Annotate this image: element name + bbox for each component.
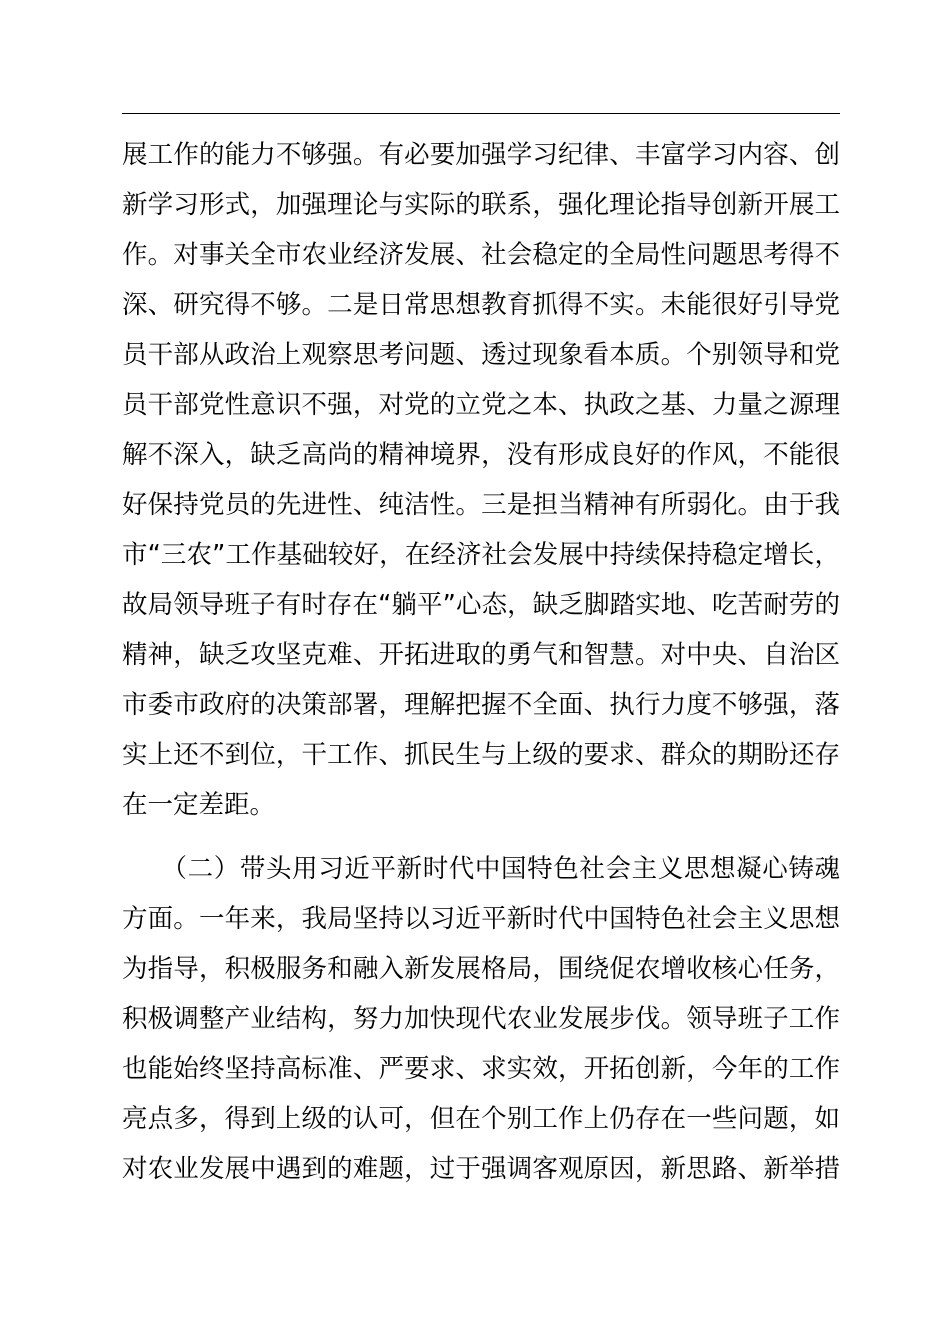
paragraph-line: 展工作的能力不够强。有必要加强学习纪律、丰富学习内容、创 <box>122 140 840 170</box>
paragraph-line: 作。对事关全市农业经济发展、社会稳定的全局性问题思考得不 <box>122 240 840 270</box>
paragraph-line: 故局领导班子有时存在“躺平”心态，缺乏脚踏实地、吃苦耐劳的 <box>122 590 840 620</box>
paragraph-line: 在一定差距。 <box>122 790 276 820</box>
paragraph-line: 方面。一年来，我局坚持以习近平新时代中国特色社会主义思想 <box>122 904 840 934</box>
paragraph-line: 市“三农”工作基础较好，在经济社会发展中持续保持稳定增长， <box>122 540 840 570</box>
paragraph-line: 精神，缺乏攻坚克难、开拓进取的勇气和智慧。对中央、自治区 <box>122 640 840 670</box>
section-heading-line: （二）带头用习近平新时代中国特色社会主义思想凝心铸魂 <box>122 854 840 884</box>
paragraph-line: 新学习形式，加强理论与实际的联系，强化理论指导创新开展工 <box>122 190 840 220</box>
paragraph-line: 员干部从政治上观察思考问题、透过现象看本质。个别领导和党 <box>122 340 840 370</box>
paragraph-line: 为指导，积极服务和融入新发展格局，围绕促农增收核心任务， <box>122 954 840 984</box>
paragraph-line: 员干部党性意识不强，对党的立党之本、执政之基、力量之源理 <box>122 390 840 420</box>
paragraph-line: 深、研究得不够。二是日常思想教育抓得不实。未能很好引导党 <box>122 290 840 320</box>
paragraph-line: 好保持党员的先进性、纯洁性。三是担当精神有所弱化。由于我 <box>122 490 840 520</box>
paragraph-line: 积极调整产业结构，努力加快现代农业发展步伐。领导班子工作 <box>122 1004 840 1034</box>
paragraph-1 <box>122 130 840 830</box>
header-rule <box>122 113 840 114</box>
paragraph-line: 市委市政府的决策部署，理解把握不全面、执行力度不够强，落 <box>122 690 840 720</box>
paragraph-line: 亮点多，得到上级的认可，但在个别工作上仍存在一些问题，如 <box>122 1104 840 1134</box>
paragraph-line: 对农业发展中遇到的难题，过于强调客观原因，新思路、新举措 <box>122 1154 840 1184</box>
paragraph-line: 也能始终坚持高标准、严要求、求实效，开拓创新，今年的工作 <box>122 1054 840 1084</box>
paragraph-line: 解不深入，缺乏高尚的精神境界，没有形成良好的作风，不能很 <box>122 440 840 470</box>
paragraph-line: 实上还不到位，干工作、抓民生与上级的要求、群众的期盼还存 <box>122 740 840 770</box>
paragraph-2 <box>122 844 840 1194</box>
